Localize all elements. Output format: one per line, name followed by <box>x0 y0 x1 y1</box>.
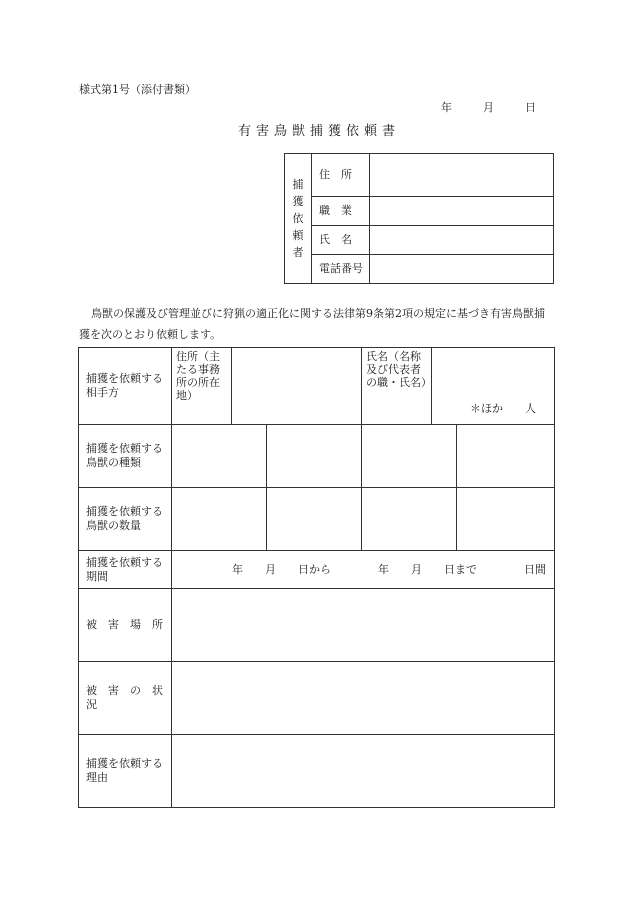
period-field[interactable] <box>172 551 555 589</box>
occupation-label: 職 業 <box>312 197 370 226</box>
page-title: 有害鳥獣捕獲依頼書 <box>238 124 401 139</box>
party-name-field[interactable] <box>432 348 555 425</box>
period-days: 日間 <box>524 563 546 576</box>
count-field-2[interactable] <box>267 488 362 551</box>
date-month: 月 <box>483 101 494 114</box>
address-label: 住 所 <box>312 154 370 197</box>
date-line <box>441 99 536 115</box>
name-label: 氏 名 <box>312 226 370 255</box>
damage-situation-field[interactable] <box>172 662 555 735</box>
form-number: 様式第1号（添付書類） <box>79 83 196 96</box>
name-main-label: 氏名（名称及び代表者の職・氏名） <box>362 348 432 425</box>
requester-heading: 捕 獲 依 頼 者 <box>285 154 312 284</box>
reason-label: 捕獲を依頼する理由 <box>79 735 172 808</box>
count-field-3[interactable] <box>362 488 457 551</box>
species-field-3[interactable] <box>362 425 457 488</box>
others-count: ＊ほか 人 <box>470 402 536 415</box>
phone-field[interactable] <box>370 255 554 284</box>
request-table <box>78 347 555 808</box>
requester-table <box>284 153 554 284</box>
name-field[interactable] <box>370 226 554 255</box>
party-address-field[interactable] <box>232 348 362 425</box>
species-field-1[interactable] <box>172 425 267 488</box>
period-from: 年 月 日から <box>232 563 331 576</box>
address-main-label: 住所（主たる事務所の所在地） <box>172 348 232 425</box>
period-to: 年 月 日まで <box>378 563 477 576</box>
date-day: 日 <box>525 101 536 114</box>
reason-field[interactable] <box>172 735 555 808</box>
species-field-4[interactable] <box>457 425 555 488</box>
species-field-2[interactable] <box>267 425 362 488</box>
damage-place-field[interactable] <box>172 589 555 662</box>
occupation-field[interactable] <box>370 197 554 226</box>
phone-label: 電話番号 <box>312 255 370 284</box>
count-label: 捕獲を依頼する鳥獣の数量 <box>79 488 172 551</box>
intro-text: 鳥獣の保護及び管理並びに狩猟の適正化に関する法律第9条第2項の規定に基づき有害鳥獣捕獲を次のとおり依頼します。 <box>79 307 545 341</box>
period-label: 捕獲を依頼する期間 <box>79 551 172 589</box>
count-field-1[interactable] <box>172 488 267 551</box>
count-field-4[interactable] <box>457 488 555 551</box>
address-field[interactable] <box>370 154 554 197</box>
damage-place-label: 被 害 場 所 <box>79 589 172 662</box>
species-label: 捕獲を依頼する鳥獣の種類 <box>79 425 172 488</box>
date-year: 年 <box>441 101 452 114</box>
damage-situation-label: 被 害 の 状 況 <box>79 662 172 735</box>
party-label: 捕獲を依頼する相手方 <box>79 348 172 425</box>
